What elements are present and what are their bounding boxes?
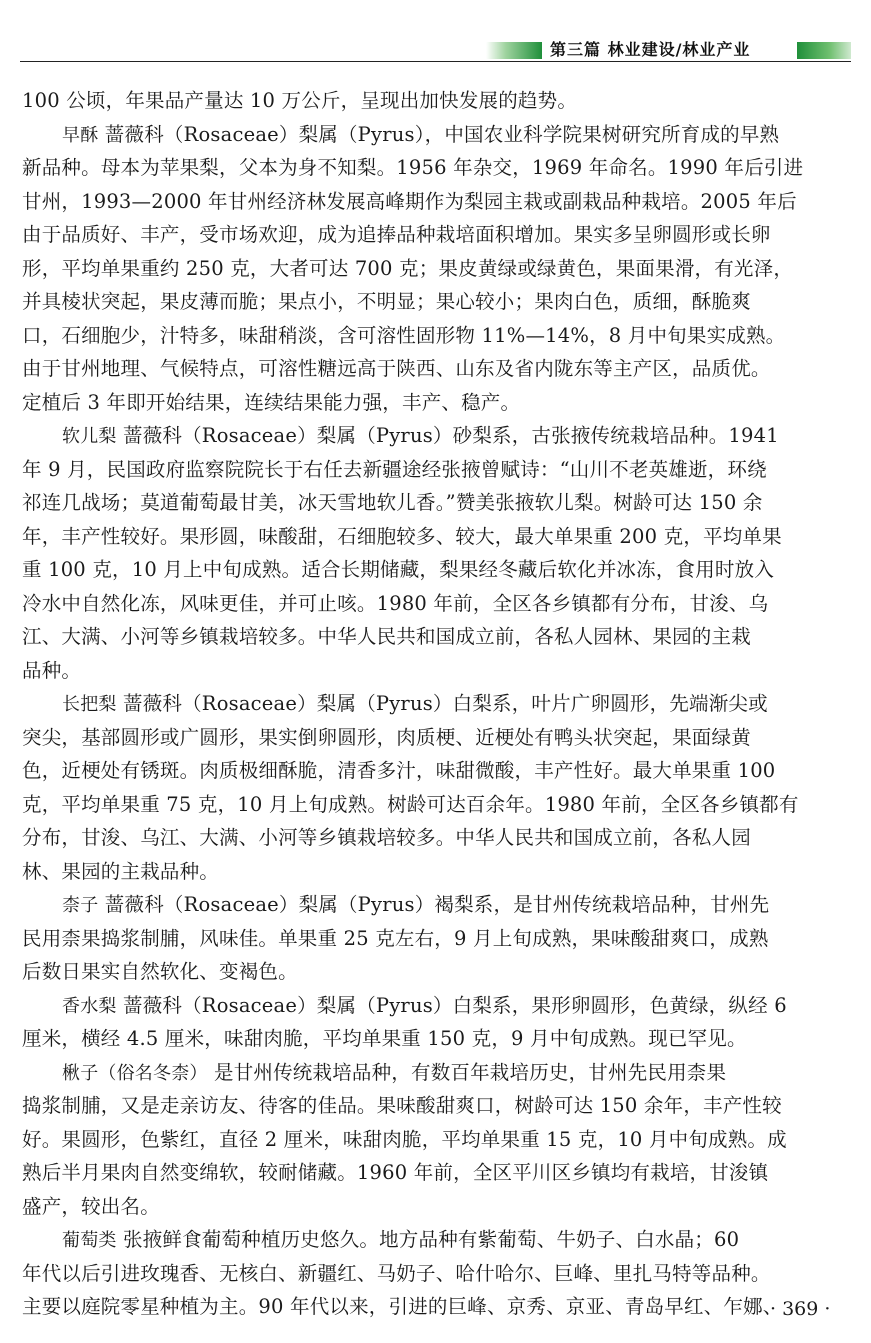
line-text: 100 公顷，年果品产量达 10 万公斤，呈现出加快发展的趋势。 (22, 89, 578, 112)
text-line (22, 520, 850, 554)
line-text: 色，近梗处有锈斑。肉质极细酥脆，清香多汁，味甜微酸，丰产性好。最大单果重 100 (22, 759, 776, 782)
line-text: 江、大满、小河等乡镇栽培较多。中华人民共和国成立前，各私人园林、果园的主栽 (22, 625, 751, 648)
text-line (22, 453, 850, 487)
line-text: 蔷薇科（Rosaceae）梨属（Pyrus）白梨系，叶片广卵圆形，先端渐尖或 (116, 692, 768, 715)
text-line (22, 821, 850, 855)
text-line (22, 84, 850, 118)
entry-term: 早酥 (62, 124, 99, 146)
text-line (22, 855, 850, 889)
entry-term: 软儿梨 (62, 426, 117, 447)
text-line (22, 1156, 850, 1190)
line-text: 熟后半月果肉自然变绵软，较耐储藏。1960 年前，全区平川区乡镇均有栽培，甘浚镇 (22, 1161, 769, 1184)
text-line (22, 687, 850, 721)
text-line (22, 754, 850, 788)
running-header-title: 第三篇 林业建设/林业产业 (550, 40, 751, 59)
text-line (22, 419, 850, 453)
text-line (22, 955, 850, 989)
text-line (22, 252, 850, 286)
entry-term: 香水梨 (62, 995, 117, 1017)
entry-term: 葡萄类 (62, 1230, 117, 1251)
line-text: 甘州，1993—2000 年甘州经济林发展高峰期作为梨园主栽或副栽品种栽培。2005 年后 (22, 189, 797, 213)
line-text: 口，石细胞少，汁特多，味甜稍淡，含可溶性固形物 11%—14%，8 月中旬果实成熟。 (22, 323, 786, 347)
line-text: 蔷薇科（Rosaceae）梨属（Pyrus）砂梨系，古张掖传统栽培品种。1941 (116, 424, 779, 447)
line-text: 年 9 月，民国政府监察院院长于右任去新疆途经张掖曾赋诗：“山川不老英雄逝，环绕 (22, 457, 767, 481)
text-line (22, 218, 850, 252)
entry-term: 楸子（俗名冬柰） (62, 1062, 208, 1084)
line-text: 捣浆制脯，又是走亲访友、待客的佳品。果味酸甜爽口，树龄可达 150 余年，丰产性较 (22, 1094, 782, 1117)
text-line (22, 352, 850, 386)
text-line (22, 587, 850, 621)
text-line (22, 1190, 850, 1224)
line-text: 年，丰产性较好。果形圆，味酸甜，石细胞较多、较大，最大单果重 200 克，平均单果 (22, 524, 782, 548)
line-text: 年代以后引进玫瑰香、无核白、新疆红、马奶子、哈什哈尔、巨峰、里扎马特等品种。 (22, 1261, 771, 1285)
line-text: 定植后 3 年即开始结果，连续结果能力强，丰产、稳产。 (22, 390, 521, 414)
text-line (22, 285, 850, 319)
body-text (22, 84, 850, 1324)
line-text: 由于品质好、丰产，受市场欢迎，成为追捧品种栽培面积增加。果实多呈卵圆形或长卵 (22, 223, 771, 246)
text-line (22, 185, 850, 219)
line-text: 是甘州传统栽培品种，有数百年栽培历史，甘州先民用柰果 (207, 1060, 727, 1084)
text-line (22, 1257, 850, 1291)
text-line (22, 922, 850, 956)
line-text: 突尖，基部圆形或广圆形，果实倒卵圆形，肉质梗、近梗处有鸭头状突起，果面绿黄 (22, 725, 751, 749)
text-line (22, 654, 850, 688)
line-text: 由于甘州地理、气候特点，可溶性糖远高于陕西、山东及省内陇东等主产区，品质优。 (22, 357, 771, 380)
line-text: 重 100 克，10 月上中旬成熟。适合长期储藏，梨果经冬藏后软化并冰冻，食用时放入 (22, 558, 775, 581)
line-text: 克，平均单果重 75 克，10 月上旬成熟。树龄可达百余年。1980 年前，全区各乡镇都有 (22, 792, 799, 816)
line-text: 分布，甘浚、乌江、大满、小河等乡镇栽培较多。中华人民共和国成立前，各私人园 (22, 826, 751, 849)
text-line (22, 1089, 850, 1123)
text-line (22, 386, 850, 420)
line-text: 形，平均单果重约 250 克，大者可达 700 克；果皮黄绿或绿黄色，果面果滑，有光泽， (22, 256, 794, 280)
line-text: 并具棱状突起，果皮薄而脆；果点小，不明显；果心较小；果肉白色，质细，酥脆爽 (22, 290, 751, 313)
line-text: 盛产，较出名。 (22, 1194, 160, 1218)
text-line (22, 1123, 850, 1157)
line-text: 冷水中自然化冻，风味更佳，并可止咳。1980 年前，全区各乡镇都有分布，甘浚、乌 (22, 591, 769, 615)
text-line (22, 721, 850, 755)
text-line (22, 888, 850, 922)
line-text: 祁连几战场；莫道葡萄最甘美，冰天雪地软儿香。”赞美张掖软儿梨。树龄可达 150 余 (22, 491, 763, 514)
line-text: 民用柰果捣浆制脯，风味佳。单果重 25 克左右，9 月上旬成熟，果味酸甜爽口，成熟 (22, 926, 769, 950)
line-text: 品种。 (22, 658, 82, 682)
page-number: · 369 · (770, 1298, 831, 1320)
entry-term: 长把梨 (62, 694, 117, 715)
entry-term: 柰子 (62, 895, 99, 916)
text-line (22, 1022, 850, 1056)
line-text: 后数日果实自然软化、变褐色。 (22, 960, 298, 983)
text-line (22, 553, 850, 587)
line-text: 厘米，横经 4.5 厘米，味甜肉脆，平均单果重 150 克，9 月中旬成熟。现已罕见。 (22, 1027, 747, 1050)
line-text: 新品种。母本为苹果梨，父本为身不知梨。1956 年杂交，1969 年命名。1990 年后引进 (22, 156, 804, 179)
line-text: 蔷薇科（Rosaceae）梨属（Pyrus）褐梨系，是甘州传统栽培品种，甘州先 (98, 893, 770, 916)
line-text: 张掖鲜食葡萄种植历史悠久。地方品种有紫葡萄、牛奶子、白水晶；60 (116, 1228, 740, 1251)
line-text: 蔷薇科（Rosaceae）梨属（Pyrus），中国农业科学院果树研究所育成的早熟 (98, 122, 780, 146)
text-line (22, 1056, 850, 1090)
text-line (22, 788, 850, 822)
line-text: 蔷薇科（Rosaceae）梨属（Pyrus）白梨系，果形卵圆形，色黄绿，纵经 6 (116, 993, 787, 1017)
header-decor-bar-left (486, 42, 542, 59)
text-line (22, 118, 850, 152)
text-line (22, 1223, 850, 1257)
header-rule (20, 61, 851, 62)
text-line (22, 151, 850, 185)
text-line (22, 319, 850, 353)
line-text: 主要以庭院零星种植为主。90 年代以来，引进的巨峰、京秀、京亚、青岛早红、乍娜、 (22, 1295, 783, 1318)
text-line (22, 989, 850, 1023)
text-line (22, 1290, 850, 1324)
text-line (22, 620, 850, 654)
line-text: 好。果圆形，色紫红，直径 2 厘米，味甜肉脆，平均单果重 15 克，10 月中旬成熟。成 (22, 1127, 787, 1151)
text-line (22, 486, 850, 520)
line-text: 林、果园的主栽品种。 (22, 859, 220, 883)
header-decor-bar-right (797, 42, 851, 59)
